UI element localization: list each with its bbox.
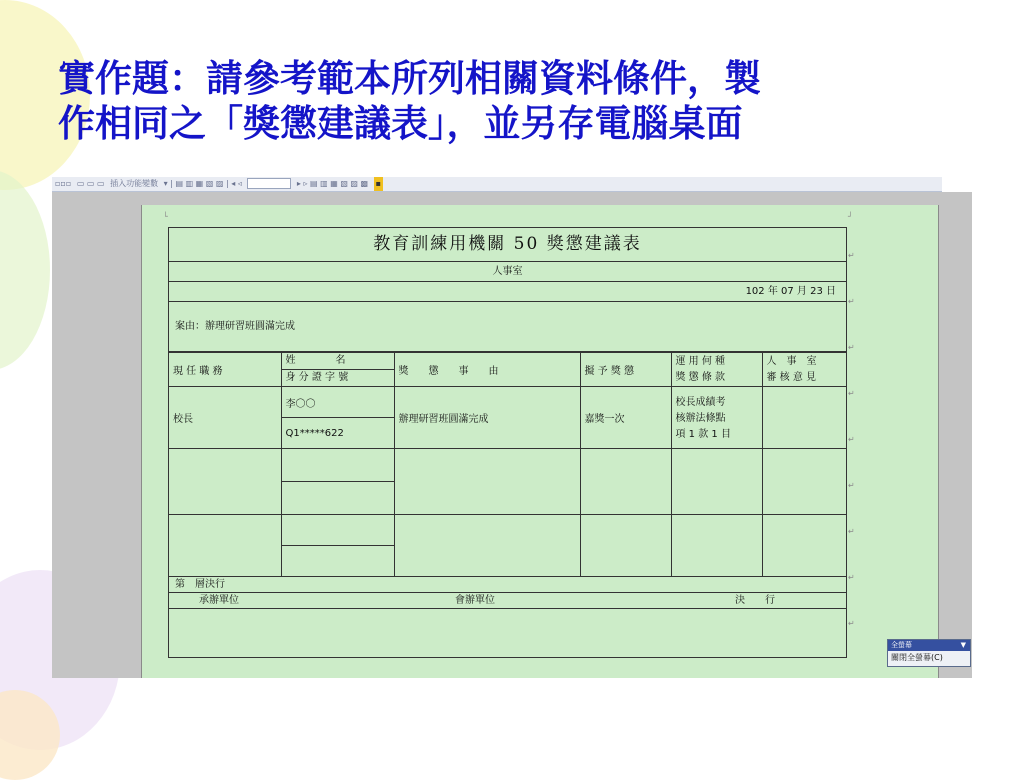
- slide-title: [58, 56, 958, 146]
- form-date: 102 年 07 月 23 日: [169, 282, 846, 302]
- cell-empty[interactable]: [281, 449, 394, 482]
- col-position: 現 任 職 務: [169, 353, 281, 387]
- unit-decide: 決 行: [735, 595, 775, 606]
- fullscreen-caption-label: 全螢幕: [891, 641, 912, 649]
- chevron-down-icon[interactable]: ▼: [960, 641, 966, 649]
- cell-empty[interactable]: [762, 449, 846, 515]
- col-review: [762, 353, 846, 387]
- cell-empty[interactable]: [169, 449, 281, 515]
- cell-empty[interactable]: [281, 546, 394, 577]
- form-subject: 案由：辦理研習班圓滿完成: [169, 302, 846, 352]
- insert-function-button[interactable]: 插入功能變數: [110, 179, 159, 188]
- col-review-bottom: 審 核 意 見: [766, 371, 817, 383]
- cell-clause-line-2: 核辦法條點: [675, 413, 726, 424]
- cell-clause[interactable]: [671, 387, 762, 449]
- col-proposed: 擬 予 獎 懲: [580, 353, 671, 387]
- decor-circle-green: [0, 170, 50, 370]
- col-reason: 獎 懲 事 由: [394, 353, 580, 387]
- table-row: [169, 515, 846, 546]
- slide-title-line-1: 實作題：請參考範本所列相關資料條件，製: [58, 57, 761, 100]
- cell-empty[interactable]: [281, 482, 394, 515]
- table-header-row: [169, 353, 846, 387]
- cell-empty[interactable]: [671, 449, 762, 515]
- toolbar-input[interactable]: [247, 178, 291, 189]
- award-form: [168, 227, 847, 658]
- word-screenshot: [52, 177, 972, 678]
- col-name: 姓 名: [282, 353, 394, 370]
- cell-empty[interactable]: [169, 515, 281, 577]
- form-heading: 教育訓練用機關 50 獎懲建議表: [169, 228, 846, 262]
- cell-empty[interactable]: [580, 515, 671, 577]
- close-toolbar-icon[interactable]: ▪: [374, 177, 383, 191]
- col-id: 身 分 證 字 號: [285, 372, 349, 383]
- table-row: [169, 387, 846, 418]
- cell-position[interactable]: 校長: [169, 387, 281, 449]
- cell-name[interactable]: 李〇〇: [281, 387, 394, 418]
- cell-empty[interactable]: [580, 449, 671, 515]
- cell-clause-line-3: 項 1 款 1 目: [675, 429, 731, 440]
- table-row: [169, 449, 846, 482]
- cell-empty[interactable]: [281, 515, 394, 546]
- insert-page-number-icon[interactable]: ▫▫▫: [55, 179, 72, 188]
- cell-id[interactable]: Q1*****622: [281, 418, 394, 449]
- format-icon[interactable]: ▭ ▭ ▭: [76, 179, 105, 188]
- toolbar-icons-group[interactable]: ▾ | ▤ ▥ ▦ ▧ ▨ | ◂ ◃: [163, 179, 242, 188]
- cell-clause-line-1: 校長成績考: [675, 397, 726, 408]
- paragraph-marks: ↵ ↵ ↵ ↵ ↵ ↵ ↵ ↵ ↵: [848, 251, 855, 628]
- unit-cosign: 會辦單位: [455, 595, 495, 606]
- col-clause-bottom: 獎 懲 條 款: [675, 371, 726, 383]
- close-fullscreen-button[interactable]: 關閉全螢幕(C): [891, 653, 943, 662]
- form-department: 人事室: [169, 262, 846, 282]
- signature-units-row: [169, 593, 846, 609]
- navigation-icons[interactable]: ▸ ▹ ▤ ▥ ▦ ▧ ▨ ▩: [296, 179, 369, 188]
- col-clause-top: 運 用 何 種: [675, 355, 726, 367]
- margin-corner-mark-tl: └: [163, 212, 168, 221]
- unit-undertaking: 承辦單位: [199, 595, 239, 606]
- col-review-top: 人 事 室: [766, 355, 817, 367]
- cell-empty[interactable]: [762, 515, 846, 577]
- award-table: [169, 352, 846, 577]
- decision-level[interactable]: 第 層決行: [169, 577, 846, 593]
- cell-empty[interactable]: [671, 515, 762, 577]
- margin-corner-mark-tr: ┘: [848, 212, 853, 221]
- cell-review[interactable]: [762, 387, 846, 449]
- cell-proposed[interactable]: 嘉獎一次: [580, 387, 671, 449]
- header-footer-toolbar: [52, 177, 942, 192]
- cell-empty[interactable]: [394, 449, 580, 515]
- slide-title-line-2: 作相同之「獎懲建議表」，並另存電腦桌面: [58, 102, 743, 145]
- col-clause: [671, 353, 762, 387]
- cell-reason[interactable]: 辦理研習班圓滿完成: [394, 387, 580, 449]
- fullscreen-toolbar-caption[interactable]: [888, 640, 970, 651]
- col-name-id: [281, 353, 394, 387]
- signature-area[interactable]: [169, 609, 846, 658]
- fullscreen-toolbar: [887, 639, 971, 667]
- cell-empty[interactable]: [394, 515, 580, 577]
